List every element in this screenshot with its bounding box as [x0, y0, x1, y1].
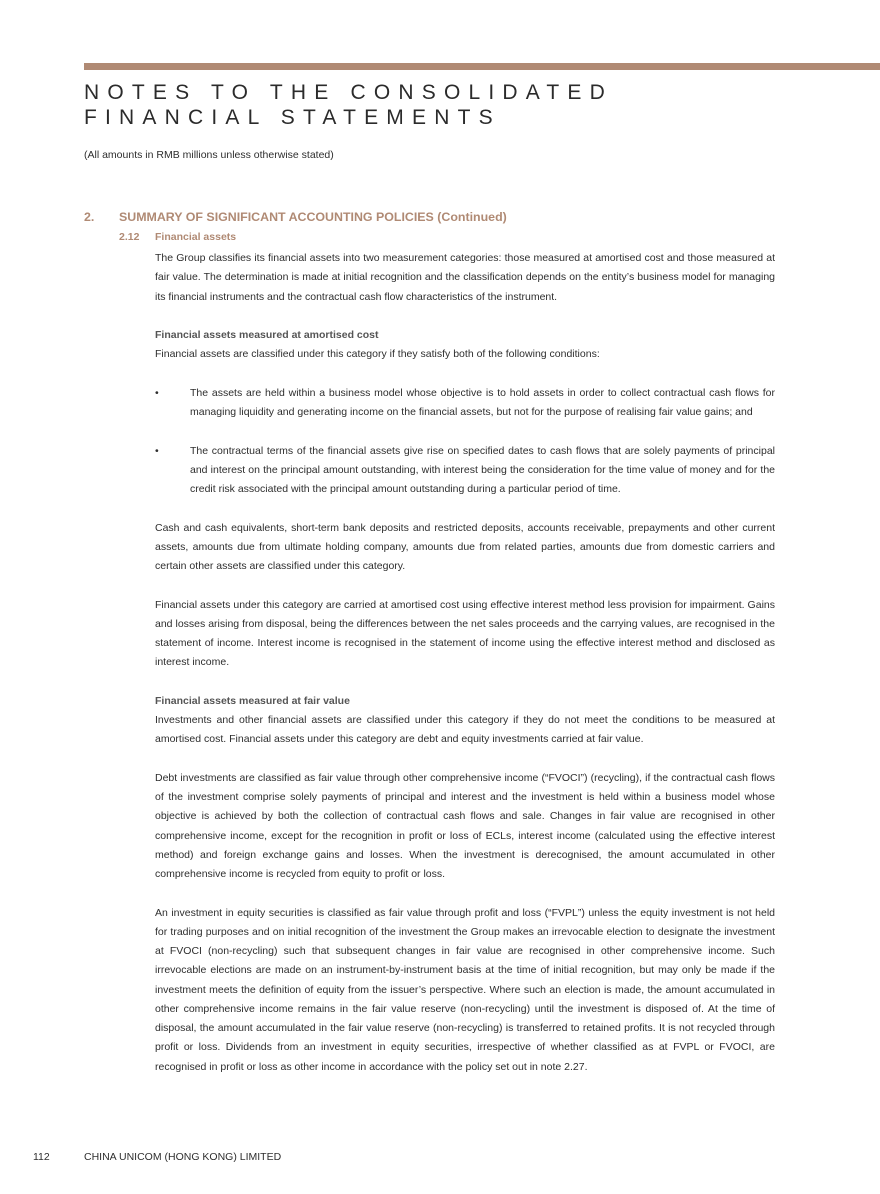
section-heading [84, 210, 507, 224]
bullet-text: The contractual terms of the financial assets give rise on specified dates to cash flows that are solely payments of principal and interest on the principal amount outstanding, with interest being the consideration for the time value of money and for the credit risk associated with the principal amount outstanding during a particular period of time. [190, 444, 775, 495]
bullet-dot: • [155, 444, 159, 457]
amortised-cost-paragraph-2: Financial assets under this category are carried at amortised cost using effective interest method less provision for impairment. Gains and losses arising from disposal, being the differences between the net sales proceeds and the carrying values, are recognised in the statement of income. Interest income is recognised in the statement of income using the effective interest method and disclosed as interest income. [155, 598, 775, 669]
amortised-cost-heading: Financial assets measured at amortised cost [155, 329, 379, 341]
intro-paragraph: The Group classifies its financial assets into two measurement categories: those measured at amortised cost and those measured at fair value. The determination is made at initial recognition and the classification depends on the entity’s business model for managing its financial instruments and the contractual cash flow characteristics of the instrument. [155, 252, 775, 303]
page-number: 112 [33, 1151, 50, 1163]
subsection-number: 2.12 [119, 231, 140, 243]
title-line-1: NOTES TO THE CONSOLIDATED [84, 81, 614, 104]
list-item [155, 384, 775, 423]
list-item [155, 442, 775, 500]
amortised-cost-lead: Financial assets are classified under this category if they satisfy both of the following conditions: [155, 348, 600, 361]
fair-value-paragraph-1: Investments and other financial assets are classified under this category if they do not meet the conditions to be measured at amortised cost. Financial assets under this category are debt and equity investments carried at fair value. [155, 714, 775, 746]
subsection-heading [119, 231, 236, 243]
section-number: 2. [84, 210, 95, 224]
page-title [84, 80, 613, 130]
fair-value-heading: Financial assets measured at fair value [155, 694, 350, 707]
header-accent-bar [84, 63, 880, 70]
page-footer [33, 1151, 281, 1163]
title-line-2: FINANCIAL STATEMENTS [84, 106, 501, 129]
company-name: CHINA UNICOM (HONG KONG) LIMITED [84, 1151, 282, 1163]
fair-value-paragraph-2: Debt investments are classified as fair value through other comprehensive income (“FVOCI”) (recycling), if the contractual cash flows of the investment comprise solely payments of principal and interest and the investment is held within a business model whose objective is achieved by both the collection of contractual cash flows and sale. Changes in fair value are recognised in other comprehensive income, except for the recognition in profit or loss of ECLs, interest income (calculated using the effective interest method) and foreign exchange gains and losses. When the investment is derecognised, the amount accumulated in other comprehensive income is recycled from equity to profit or loss. [155, 771, 775, 880]
bullet-text: The assets are held within a business model whose objective is to hold assets in order to collect contractual cash flows for managing liquidity and generating income on the financial assets, but not for the purpose of realising fair value gains; and [190, 386, 775, 418]
subsection-title: Financial assets [155, 231, 237, 243]
bullet-dot: • [155, 386, 159, 399]
amortised-cost-paragraph-1: Cash and cash equivalents, short-term bank deposits and restricted deposits, accounts receivable, prepayments and other current assets, amounts due from ultimate holding company, amounts due from related parties, amounts due from domestic carriers and certain other assets are classified under this category. [155, 521, 775, 572]
amounts-note: (All amounts in RMB millions unless otherwise stated) [84, 149, 334, 161]
body-text [155, 249, 775, 1077]
section-title: SUMMARY OF SIGNIFICANT ACCOUNTING POLICIES (Continued) [119, 210, 507, 224]
fair-value-paragraph-3: An investment in equity securities is classified as fair value through profit and loss (“FVPL”) unless the equity investment is not held for trading purposes and on initial recognition of the investment the Group makes an irrevocable election to designate the investment at FVOCI (non-recycling) such that subsequent changes in fair value are recognised in other comprehensive income. Such irrevocable elections are made on an instrument-by-instrument basis at the time of initial recognition, but may only be made if the investment meets the definition of equity from the issuer’s perspective. Where such an election is made, the amount accumulated in other comprehensive income remains in the fair value reserve (non-recycling) until the investment is disposed of. At the time of disposal, the amount accumulated in the fair value reserve (non-recycling) is transferred to retained profits. It is not recycled through profit or loss. Dividends from an investment in equity securities, irrespective of whether classified as at FVPL or FVOCI, are recognised in profit or loss as other income in accordance with the policy set out in note 2.27. [155, 906, 775, 1073]
